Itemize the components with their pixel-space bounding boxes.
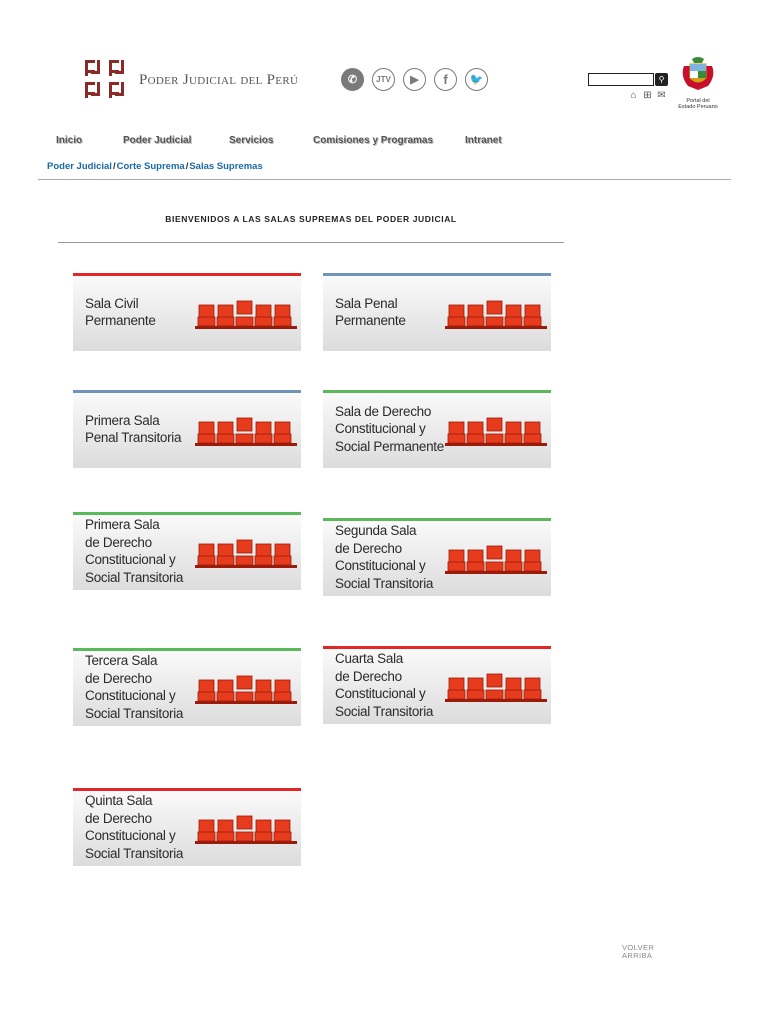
jtv-icon[interactable]: JTV bbox=[372, 68, 395, 91]
facebook-icon[interactable]: f bbox=[434, 68, 457, 91]
card-quinta-sala-derecho-constitucional-transitoria[interactable] bbox=[73, 788, 301, 866]
social-links bbox=[341, 68, 488, 91]
breadcrumb bbox=[47, 161, 263, 172]
card-label: Primera Sala de Derecho Constitucional y Social Transitoria bbox=[85, 517, 184, 585]
peru-coat-of-arms-icon bbox=[678, 56, 718, 92]
search-icon[interactable]: ⚲ bbox=[655, 73, 668, 86]
card-sala-penal-permanente[interactable] bbox=[323, 273, 551, 351]
card-primera-sala-derecho-constitucional-transitoria[interactable] bbox=[73, 512, 301, 590]
card-label: Cuarta Sala de Derecho Constitucional y Social Transitoria bbox=[335, 651, 434, 719]
sitemap-icon[interactable]: ⊞ bbox=[643, 90, 652, 101]
header bbox=[0, 0, 768, 130]
crest-caption-line2: Estado Peruano bbox=[678, 104, 718, 110]
mail-icon[interactable]: ✉ bbox=[657, 90, 666, 101]
tribunal-chairs-icon bbox=[195, 295, 297, 333]
card-sala-civil-permanente[interactable] bbox=[73, 273, 301, 351]
card-sala-derecho-constitucional-permanente[interactable] bbox=[323, 390, 551, 468]
nav-item-comisiones[interactable]: Comisiones y Programas bbox=[313, 135, 434, 146]
tribunal-chairs-icon bbox=[195, 412, 297, 450]
logo-text: Poder Judicial del Perú bbox=[139, 71, 299, 88]
crest-caption-line1: Portal del bbox=[686, 98, 710, 104]
card-label: Segunda Sala de Derecho Constitucional y Social Transitoria bbox=[335, 523, 434, 591]
card-label: Sala Penal Permanente bbox=[335, 295, 406, 328]
youtube-icon[interactable]: ▶ bbox=[403, 68, 426, 91]
tribunal-chairs-icon bbox=[445, 412, 547, 450]
tribunal-chairs-icon bbox=[445, 295, 547, 333]
tribunal-chairs-icon bbox=[195, 534, 297, 572]
estado-peruano-portal[interactable] bbox=[676, 56, 720, 110]
search-box bbox=[588, 73, 668, 86]
title-divider bbox=[58, 242, 564, 243]
nav-item-intranet[interactable]: Intranet bbox=[465, 135, 502, 146]
nav-item-servicios[interactable]: Servicios bbox=[229, 135, 274, 146]
back-to-top-link[interactable]: VOLVER ARRIBA bbox=[622, 943, 655, 960]
tribunal-chairs-icon bbox=[195, 810, 297, 848]
tribunal-chairs-icon bbox=[195, 670, 297, 708]
card-label: Tercera Sala de Derecho Constitucional y Social Transitoria bbox=[85, 653, 184, 721]
card-primera-sala-penal-transitoria[interactable] bbox=[73, 390, 301, 468]
home-icon[interactable]: ⌂ bbox=[630, 90, 637, 101]
card-label: Sala de Derecho Constitucional y Social Permanente bbox=[335, 403, 444, 454]
poder-judicial-logo[interactable] bbox=[83, 58, 298, 102]
tribunal-chairs-icon bbox=[445, 540, 547, 578]
breadcrumb-poder-judicial[interactable]: Poder Judicial bbox=[47, 161, 112, 172]
nav-item-poder-judicial[interactable]: Poder Judicial bbox=[123, 135, 192, 146]
main-nav bbox=[0, 135, 768, 149]
card-cuarta-sala-derecho-constitucional-transitoria[interactable] bbox=[323, 646, 551, 724]
breadcrumb-salas-supremas[interactable]: Salas Supremas bbox=[189, 161, 263, 172]
breadcrumb-corte-suprema[interactable]: Corte Suprema bbox=[116, 161, 185, 172]
breadcrumb-separator: / bbox=[185, 161, 189, 172]
search-input[interactable] bbox=[588, 73, 654, 86]
nav-item-inicio[interactable]: Inicio bbox=[56, 135, 83, 146]
card-segunda-sala-derecho-constitucional-transitoria[interactable] bbox=[323, 518, 551, 596]
tribunal-chairs-icon bbox=[445, 668, 547, 706]
card-tercera-sala-derecho-constitucional-transitoria[interactable] bbox=[73, 648, 301, 726]
phone-icon[interactable]: ✆ bbox=[341, 68, 364, 91]
utility-links bbox=[628, 90, 667, 101]
pj-logo-icon bbox=[83, 58, 131, 102]
card-label: Quinta Sala de Derecho Constitucional y Social Transitoria bbox=[85, 793, 184, 861]
breadcrumb-separator: / bbox=[112, 161, 116, 172]
header-divider bbox=[38, 179, 731, 180]
card-label: Primera Sala Penal Transitoria bbox=[85, 412, 182, 445]
page-title: BIENVENIDOS A LAS SALAS SUPREMAS DEL PODER JUDICIAL bbox=[165, 214, 457, 224]
card-label: Sala Civil Permanente bbox=[85, 295, 156, 328]
twitter-icon[interactable]: 🐦 bbox=[465, 68, 488, 91]
